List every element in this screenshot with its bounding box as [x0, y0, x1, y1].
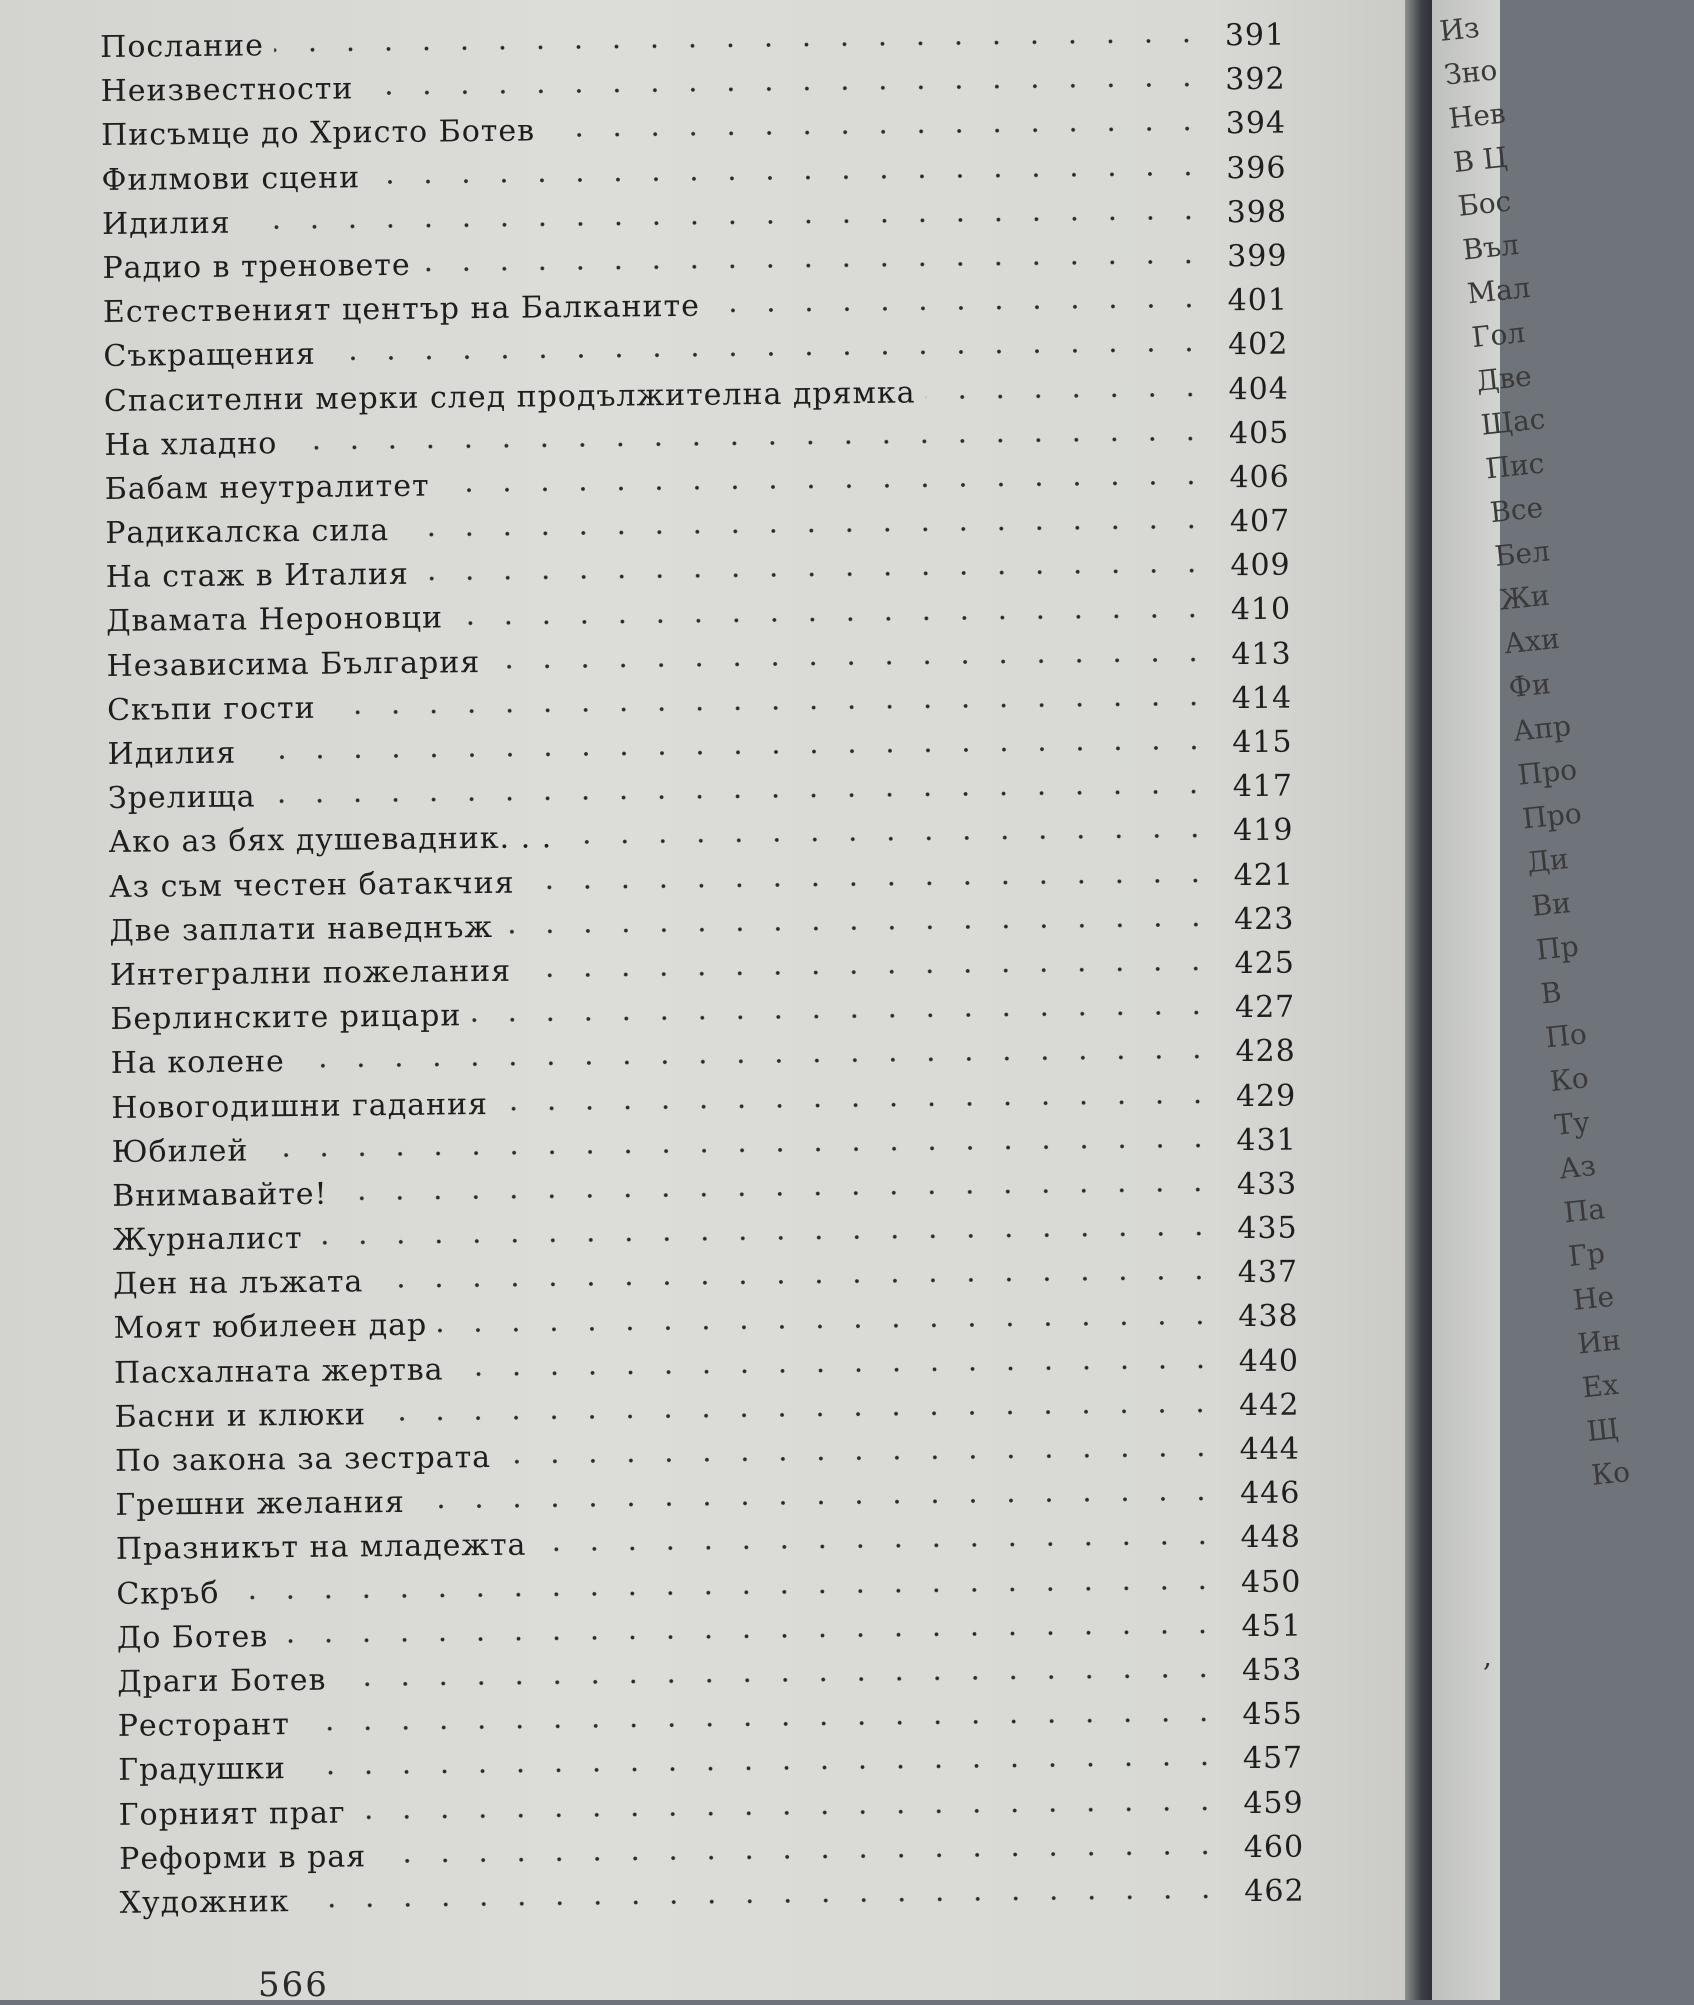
- right-page-fragment: Из: [1438, 10, 1481, 48]
- toc-entry-page: 450: [1240, 1564, 1302, 1600]
- toc-entry-page: 413: [1231, 636, 1292, 672]
- right-page-fragment: Щас: [1479, 402, 1547, 442]
- right-page-fragment: Пр: [1534, 929, 1581, 967]
- toc-entry-page: 398: [1226, 194, 1288, 230]
- toc-leader-dots: [421, 258, 1208, 272]
- toc-entry-page: 460: [1243, 1829, 1305, 1865]
- toc-entry-title: Грешни желания: [115, 1485, 406, 1524]
- right-page-fragment: По: [1543, 1017, 1589, 1055]
- right-page-fragment: Пис: [1483, 446, 1546, 486]
- toc-entry-page: 405: [1228, 415, 1290, 451]
- right-page-fragment: Не: [1571, 1279, 1616, 1317]
- toc-entry-page: 419: [1233, 812, 1294, 849]
- toc-entry-page: 417: [1232, 768, 1294, 805]
- right-page-fragment: Ко: [1548, 1061, 1591, 1099]
- toc-leader-dots: [471, 1010, 1215, 1024]
- toc-leader-dots: [287, 435, 1209, 451]
- toc-entry-page: 423: [1233, 901, 1295, 937]
- toc-entry-page: 435: [1237, 1210, 1298, 1247]
- toc-entry-title: Скръб: [116, 1575, 220, 1612]
- right-page-fragment: Бел: [1493, 534, 1552, 573]
- toc-entry-title: На колене: [110, 1044, 285, 1082]
- toc-entry-title: Интегрални пожелания: [109, 953, 512, 993]
- toc-leader-dots: [498, 1098, 1216, 1112]
- toc-leader-dots: [454, 1363, 1219, 1377]
- toc-entry-page: 459: [1243, 1784, 1304, 1821]
- toc-entry-page: 401: [1227, 282, 1289, 319]
- toc-entry-page: 433: [1236, 1166, 1298, 1203]
- toc-entry-title: Двамата Нероновци: [106, 600, 444, 640]
- right-page-fragment: Все: [1488, 490, 1545, 530]
- toc-entry-title: До Ботев: [116, 1619, 269, 1656]
- toc-entry-title: Две заплати наведнъж: [109, 909, 494, 949]
- toc-leader-dots: [363, 82, 1205, 97]
- toc-leader-dots: [521, 965, 1215, 978]
- toc-entry-page: 448: [1240, 1519, 1302, 1556]
- toc-entry-page: 406: [1229, 459, 1290, 496]
- toc-entry-page: 414: [1231, 680, 1293, 716]
- toc-leader-dots: [274, 38, 1205, 54]
- toc-leader-dots: [710, 303, 1208, 314]
- toc-entry-title: Градушки: [118, 1751, 287, 1789]
- toc-entry-title: Художник: [119, 1883, 290, 1921]
- right-page-fragment: Про: [1520, 796, 1584, 836]
- toc-entry-title: Идилия: [101, 205, 231, 242]
- toc-leader-dots: [501, 1451, 1220, 1465]
- toc-leader-dots: [453, 612, 1211, 626]
- toc-entry-title: Горният праг: [118, 1795, 346, 1833]
- toc-leader-dots: [437, 1319, 1218, 1333]
- toc-entry-page: 444: [1239, 1431, 1301, 1468]
- toc-entry-page: 391: [1224, 17, 1286, 54]
- toc-entry-title: На хладно: [104, 425, 278, 463]
- toc-entry-title: Съкращения: [103, 337, 317, 375]
- toc-entry-title: Аз съм честен батакчия: [108, 865, 515, 905]
- toc-leader-dots: [296, 1761, 1223, 1777]
- toc-entry-title: Естественият център на Балканите: [102, 288, 701, 331]
- toc-entry-title: Внимавайте!: [112, 1176, 328, 1214]
- toc-entry-page: 446: [1239, 1475, 1301, 1512]
- right-page-fragment: Гол: [1470, 315, 1527, 355]
- toc-entry-page: 421: [1233, 857, 1295, 893]
- toc-entry-title: Пасхалната жертва: [113, 1352, 444, 1391]
- toc-entry-page: 407: [1229, 503, 1291, 540]
- right-page-fragment: Ахи: [1502, 621, 1562, 661]
- toc-entry-title: Писъмце до Христо Ботев: [100, 113, 536, 154]
- page-number: 566: [258, 1965, 329, 2005]
- toc-entry-page: 440: [1238, 1343, 1300, 1379]
- toc-entry-page: 392: [1225, 61, 1286, 98]
- right-page-fragment: Щ: [1585, 1411, 1621, 1449]
- right-page-fragment: Апр: [1511, 709, 1573, 748]
- toc-leader-dots: [562, 833, 1213, 846]
- right-page-fragment: Ви: [1529, 886, 1573, 923]
- toc-entry-page: 394: [1225, 105, 1287, 142]
- table-of-contents: [100, 18, 1305, 1930]
- toc-entry-page: 415: [1232, 724, 1293, 761]
- toc-leader-dots: [356, 1805, 1224, 1820]
- toc-leader-dots: [490, 656, 1211, 670]
- toc-entry-title: Зрелища: [107, 779, 256, 817]
- toc-entry-page: 442: [1239, 1387, 1300, 1423]
- toc-leader-dots: [370, 170, 1206, 185]
- toc-entry-page: 427: [1234, 989, 1296, 1026]
- toc-entry-page: 462: [1244, 1873, 1305, 1909]
- right-page-fragment: В: [1539, 975, 1564, 1011]
- right-page-fragment: Бос: [1456, 184, 1513, 223]
- toc-entry-title: Юбилей: [111, 1133, 249, 1170]
- toc-leader-dots: [326, 700, 1213, 715]
- toc-leader-dots: [440, 479, 1210, 493]
- toc-entry-page: 428: [1235, 1033, 1296, 1070]
- toc-entry-title: На стаж в Италия: [105, 557, 409, 596]
- right-page-fragment: Аз: [1557, 1148, 1598, 1186]
- right-page-fragment: Жи: [1497, 578, 1552, 617]
- right-page-fragment: Про: [1516, 752, 1579, 792]
- toc-leader-dots: [266, 789, 1214, 805]
- right-page-fragment: Ко: [1589, 1455, 1632, 1492]
- toc-entry-title: Бабам неутралитет: [104, 468, 430, 507]
- toc-entry-title: Радио в треновете: [102, 247, 411, 286]
- toc-leader-dots: [338, 1186, 1218, 1201]
- toc-leader-dots: [525, 877, 1214, 890]
- toc-entry-title: Неизвестности: [100, 71, 354, 110]
- toc-entry-title: Филмови сцени: [101, 159, 361, 198]
- right-page-fragment: Па: [1562, 1192, 1607, 1230]
- toc-leader-dots: [415, 1496, 1221, 1510]
- toc-entry-page: 410: [1230, 591, 1292, 628]
- toc-leader-dots: [278, 1628, 1222, 1644]
- toc-entry-page: 409: [1230, 547, 1291, 584]
- toc-entry-title: Ако аз бях душевадник. . .: [108, 820, 553, 861]
- toc-entry-page: 453: [1241, 1652, 1303, 1689]
- toc-entry-title: Независима България: [106, 644, 481, 684]
- toc-leader-dots: [399, 524, 1210, 538]
- toc-leader-dots: [376, 1849, 1224, 1864]
- right-page-fragment: Въл: [1460, 227, 1521, 267]
- toc-leader-dots: [326, 347, 1209, 362]
- toc-entry-title: Журналист: [112, 1221, 303, 1258]
- right-page-fragment: Фи: [1506, 667, 1553, 705]
- toc-leader-dots: [536, 1540, 1220, 1553]
- toc-entry-page: 455: [1242, 1696, 1303, 1733]
- toc-entry-title: Идилия: [107, 735, 237, 772]
- toc-leader-dots: [503, 921, 1214, 934]
- toc-leader-dots: [258, 1142, 1216, 1158]
- right-page-fragment: Гр: [1566, 1236, 1607, 1274]
- right-page-comma: ,: [1483, 1640, 1492, 1673]
- right-page-fragment: Ех: [1580, 1367, 1621, 1405]
- right-page-fragment: Ди: [1525, 842, 1571, 880]
- toc-entry-title: Ден на лъжата: [112, 1264, 364, 1303]
- toc-entry-page: 457: [1242, 1740, 1304, 1777]
- toc-leader-dots: [373, 1275, 1218, 1290]
- right-page-fragments: [1438, 5, 1694, 1503]
- toc-leader-dots: [376, 1407, 1220, 1422]
- toc-entry-title: Ресторант: [117, 1707, 291, 1745]
- toc-entry-page: 425: [1234, 945, 1296, 982]
- toc-leader-dots: [295, 1054, 1216, 1070]
- toc-leader-dots: [419, 568, 1211, 582]
- toc-entry-page: 399: [1226, 238, 1288, 275]
- toc-entry-title: По закона за зестрата: [114, 1439, 492, 1479]
- toc-entry-page: 396: [1226, 150, 1287, 186]
- toc-leader-dots: [241, 214, 1207, 230]
- right-page-fragment: Две: [1474, 359, 1534, 398]
- toc-entry-page: 402: [1227, 326, 1289, 363]
- toc-leader-dots: [300, 1717, 1223, 1733]
- toc-entry-page: 437: [1237, 1254, 1299, 1291]
- toc-entry-title: Празникът на младежта: [115, 1527, 527, 1568]
- toc-leader-dots: [229, 1584, 1221, 1600]
- toc-entry-title: Моят юбилеен дар: [113, 1308, 428, 1347]
- right-page-fragment: Зно: [1442, 53, 1499, 92]
- toc-entry-page: 438: [1238, 1298, 1299, 1335]
- right-page-fragment: Нев: [1447, 96, 1508, 136]
- toc-entry-title: Радикалска сила: [105, 513, 390, 552]
- right-page-fragment: В Ц: [1451, 140, 1509, 180]
- toc-leader-dots: [336, 1672, 1222, 1687]
- toc-leader-dots: [545, 126, 1206, 139]
- toc-entry-page: 404: [1228, 371, 1290, 407]
- toc-leader-dots: [300, 1893, 1225, 1909]
- toc-entry-title: Послание: [100, 28, 265, 65]
- toc-entry-title: Спасителни мерки след продължителна дрямка: [103, 374, 916, 419]
- toc-entry-title: Берлинските рицари: [110, 998, 462, 1038]
- toc-leader-dots: [925, 391, 1208, 400]
- toc-entry-title: Скъпи гости: [106, 690, 316, 728]
- book-page-right: [1432, 0, 1632, 2000]
- toc-entry-title: Драги Ботев: [117, 1662, 327, 1700]
- toc-entry-title: Новогодишни гадания: [111, 1086, 489, 1126]
- right-page-fragment: Ту: [1552, 1105, 1592, 1142]
- book-spine: [1405, 0, 1435, 2000]
- toc-entry-page: 431: [1236, 1122, 1297, 1158]
- toc-entry-title: Реформи в рая: [118, 1839, 367, 1877]
- toc-entry-page: 451: [1241, 1608, 1302, 1644]
- toc-entry-page: 429: [1235, 1078, 1297, 1114]
- toc-leader-dots: [246, 744, 1212, 760]
- toc-entry-title: Басни и клюки: [114, 1397, 367, 1435]
- right-page-fragment: Мал: [1465, 270, 1532, 311]
- right-page-fragment: Ин: [1575, 1323, 1623, 1361]
- toc-leader-dots: [313, 1231, 1218, 1246]
